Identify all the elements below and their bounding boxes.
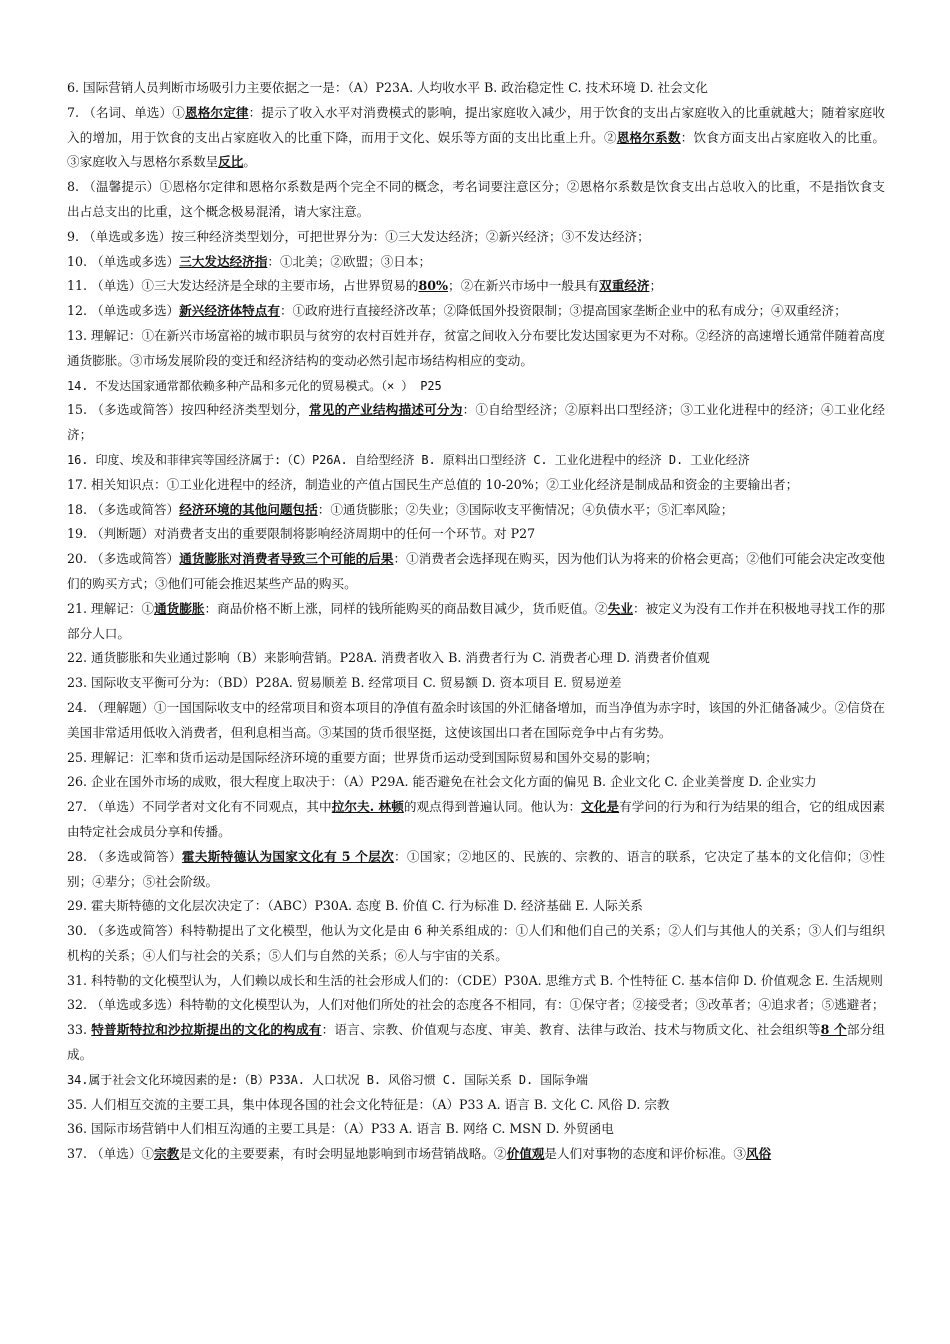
text-segment: 15. （多选或简答）按四种经济类型划分，: [67, 402, 309, 418]
text-segment: ：①国家；②地区的、民族的、宗教的、语言的联系，它决定了基本的文化信仰；③性别；④辈分；⑤社会阶级。: [67, 848, 885, 889]
text-segment: 19. （判断题）对消费者支出的重要限制将影响经济周期中的任何一个环节。对 P27: [67, 526, 536, 542]
text-segment: 。: [243, 154, 256, 170]
text-segment: 32. （单选或多选）科特勒的文化模型认为，人们对他们所处的社会的态度各不相同，有：①保守者；②接受者；③改革者；④追求者；⑤逃避者；: [67, 997, 885, 1013]
list-item: [67, 398, 885, 448]
list-item: [67, 1142, 885, 1167]
text-segment: ：饮食方面支出占家庭收入的比重。③家庭收入与恩格尔系数呈: [67, 129, 886, 170]
list-item: [67, 969, 885, 994]
text-segment: 的观点得到普遍认同。他认为：: [403, 799, 582, 815]
list-item: [67, 374, 885, 399]
list-item: [67, 671, 885, 696]
list-item: [67, 795, 885, 845]
text-segment: ：被定义为没有工作并在积极地寻找工作的那部分人口。: [67, 600, 886, 641]
text-segment: 34.属于社会文化环境因素的是:（B）P33A. 人口状况 B. 风俗习惯 C. 国际关系 D. 国际争端: [67, 1072, 588, 1087]
text-segment: 10. （单选或多选）: [67, 253, 180, 269]
text-segment: 有学问的行为和行为结果的组合，它的组成因素由特定社会成员分享和传播。: [67, 799, 885, 839]
document-page: [67, 76, 885, 1167]
list-item: [67, 250, 885, 275]
list-item: [67, 547, 885, 597]
text-segment: 21. 理解记：①: [67, 600, 155, 616]
text-segment: 31. 科特勒的文化模型认为，人们赖以成长和生活的社会形成人们的：（CDE）P30A. 思维方式 B. 个性特征 C. 基本信仰 D. 价值观念 E. 生活规则: [67, 972, 883, 988]
text-segment: 9. （单选或多选）按三种经济类型划分，可把世界分为：①三大发达经济；②新兴经济；③不发达经济；: [67, 228, 650, 244]
text-segment: ：语言、宗教、价值观与态度、审美、教育、法律与政治、技术与物质文化、社会组织等: [321, 1022, 821, 1038]
text-segment: 13. 理解记：①在新兴市场富裕的城市职员与贫穷的农村百姓并存，贫富之间收入分布要比发达国家更为不对称。②经济的高速增长通常伴随着高度通货膨胀。③市场发展阶段的变迁和经济结构的变动必然引起市场结构相应的变动。: [67, 327, 885, 368]
text-segment: 8. （温馨提示）①恩格尔定律和恩格尔系数是两个完全不同的概念，考名词要注意区分；②恩格尔系数是饮食支出占总收入的比重，不是指饮食支出占总支出的比重，这个概念极易混淆，请大家注意。: [67, 179, 885, 219]
key-term: 失业: [607, 600, 633, 616]
text-segment: ：①自给型经济；②原料出口型经济；③工业化进程中的经济；④工业化经济；: [67, 402, 886, 443]
key-term: 反比: [218, 154, 244, 170]
text-segment: 22. 通货膨胀和失业通过影响（B）来影响营销。P28A. 消费者收入 B. 消费者行为 C. 消费者心理 D. 消费者价值观: [67, 650, 710, 666]
list-item: [67, 274, 885, 299]
key-term: 宗教: [154, 1146, 180, 1162]
list-item: [67, 324, 885, 374]
list-item: [67, 498, 885, 523]
text-segment: 16. 印度、埃及和菲律宾等国经济属于:（C）P26A. 自给型经济 B. 原料出口型经济 C. 工业化进程中的经济 D. 工业化经济: [67, 452, 750, 467]
key-term: 恩格尔定律: [185, 104, 249, 120]
text-segment: 27. （单选）不同学者对文化有不同观点，其中: [67, 799, 332, 815]
text-segment: ；②在新兴市场中一般具有: [447, 278, 600, 294]
text-segment: 29. 霍夫斯特德的文化层次决定了：（ABC）P30A. 态度 B. 价值 C. 行为标准 D. 经济基础 E. 人际关系: [67, 898, 643, 914]
text-segment: 28. （多选或简答）: [67, 848, 182, 864]
key-term: 通货膨胀对消费者导致三个可能的后果: [179, 551, 394, 567]
text-segment: ：①通货膨胀；②失业；③国际收支平衡情况；④负债水平；⑤汇率风险；: [317, 501, 734, 517]
text-segment: ：提示了收入水平对消费模式的影响，提出家庭收入减少，用于饮食的支出占家庭收入的比重就越大；随着家庭收入的增加，用于饮食的支出占家庭收入的比重下降，而用于文化、娱乐等方面的支出比重上升。②: [67, 104, 886, 145]
text-segment: 24. （理解题）①一国国际收支中的经常项目和资本项目的净值有盈余时该国的外汇储备增加，而当净值为赤字时，该国的外汇储备减少。②信贷在美国非常适用低收入消费者，但利息相当高。③某国的货币很坚挺，这使该国出口者在国际竞争中占有劣势。: [67, 699, 885, 740]
list-item: [67, 175, 885, 225]
key-term: 恩格尔系数: [616, 129, 681, 145]
list-item: [67, 993, 885, 1018]
list-item: [67, 76, 885, 101]
key-term: 文化是: [581, 799, 620, 815]
text-segment: 30. （多选或简答）科特勒提出了文化模型，他认为文化是由 6 种关系组成的：①人们和他们自己的关系；②人们与其他人的关系；③人们与组织机构的关系；④人们与社会的关系；⑤人们与自然的关系；⑥人与宇宙的关系。: [67, 923, 885, 963]
key-term: 通货膨胀: [154, 600, 205, 616]
list-item: [67, 597, 885, 647]
text-segment: 是文化的主要要素，有时会明显地影响到市场营销战略。②: [179, 1146, 507, 1162]
key-term: 8 个: [820, 1022, 847, 1038]
key-term: 三大发达经济指: [179, 253, 268, 269]
list-item: [67, 1018, 885, 1068]
list-item: [67, 522, 885, 547]
list-item: [67, 746, 885, 771]
text-segment: ：①消费者会选择现在购买，因为他们认为将来的价格会更高；②他们可能会决定改变他们的购买方式；③他们可能会推迟某些产品的购买。: [67, 551, 886, 591]
text-segment: 7. （名词、单选）①: [67, 104, 185, 120]
list-item: [67, 1068, 885, 1093]
list-item: [67, 845, 885, 895]
list-item: [67, 473, 885, 498]
text-segment: 17. 相关知识点：①工业化进程中的经济，制造业的产值占国民生产总值的 10-20%；②工业化经济是制成品和资金的主要输出者；: [67, 476, 799, 492]
list-item: [67, 448, 885, 473]
list-item: [67, 696, 885, 746]
text-segment: 37. （单选）①: [67, 1146, 155, 1162]
text-segment: 35. 人们相互交流的主要工具，集中体现各国的社会文化特征是：（A）P33 A. 语言 B. 文化 C. 风俗 D. 宗教: [67, 1096, 670, 1112]
text-segment: 23. 国际收支平衡可分为：（BD）P28A. 贸易顺差 B. 经常项目 C. 贸易额 D. 资本项目 E. 贸易逆差: [67, 675, 622, 691]
text-segment: ：①政府进行直接经济改革；②降低国外投资限制；③提高国家垄断企业中的私有成分；④双重经济；: [279, 303, 847, 319]
key-term: 价值观: [506, 1146, 545, 1162]
text-segment: ：商品价格不断上涨，同样的钱所能购买的商品数目减少，货币贬值。②: [204, 600, 608, 616]
list-item: [67, 894, 885, 919]
text-segment: 12. （单选或多选）: [67, 303, 180, 319]
text-segment: 18. （多选或简答）: [67, 501, 180, 517]
text-segment: 部分组成。: [67, 1022, 885, 1063]
text-segment: 36. 国际市场营销中人们相互沟通的主要工具是：（A）P33 A. 语言 B. 网络 C. MSN D. 外贸函电: [67, 1121, 614, 1137]
list-item: [67, 1093, 885, 1118]
text-segment: ：①北美；②欧盟；③日本；: [267, 253, 432, 269]
text-segment: 25. 理解记：汇率和货币运动是国际经济环境的重要方面；世界货币运动受到国际贸易和国外交易的影响；: [67, 749, 658, 765]
text-segment: 11. （单选）①三大发达经济是全球的主要市场，占世界贸易的: [67, 278, 419, 294]
key-term: 双重经济: [599, 278, 650, 294]
list-item: [67, 646, 885, 671]
list-item: [67, 101, 885, 175]
text-segment: ；: [649, 278, 663, 294]
text-segment: 14. 不发达国家通常都依赖多种产品和多元化的贸易模式。（× ） P25: [67, 378, 442, 393]
text-segment: 6. 国际营销人员判断市场吸引力主要依据之一是：（A）P23A. 人均收水平 B. 政治稳定性 C. 技术环境 D. 社会文化: [67, 80, 708, 95]
list-item: [67, 225, 885, 250]
key-term: 风俗: [745, 1146, 772, 1162]
text-segment: 20. （多选或简答）: [67, 551, 180, 567]
list-item: [67, 770, 885, 795]
text-segment: 33.: [67, 1022, 92, 1038]
list-item: [67, 1117, 885, 1142]
key-term: 新兴经济体特点有: [179, 303, 280, 319]
text-segment: 26. 企业在国外市场的成败，很大程度上取决于：（A）P29A. 能否避免在社会文化方面的偏见 B. 企业文化 C. 企业美誉度 D. 企业实力: [67, 774, 817, 790]
key-term: 霍夫斯特德认为国家文化有 5 个层次: [181, 848, 395, 864]
list-item: [67, 919, 885, 969]
key-term: 80%: [418, 278, 448, 294]
text-segment: 是人们对事物的态度和评价标准。③: [544, 1146, 746, 1162]
key-term: 特普斯特拉和沙拉斯提出的文化的构成有: [91, 1022, 322, 1038]
key-term: 常见的产业结构描述可分为: [308, 402, 463, 418]
key-term: 拉尔夫. 林顿: [331, 799, 404, 815]
key-term: 经济环境的其他问题包括: [179, 501, 318, 517]
list-item: [67, 299, 885, 324]
